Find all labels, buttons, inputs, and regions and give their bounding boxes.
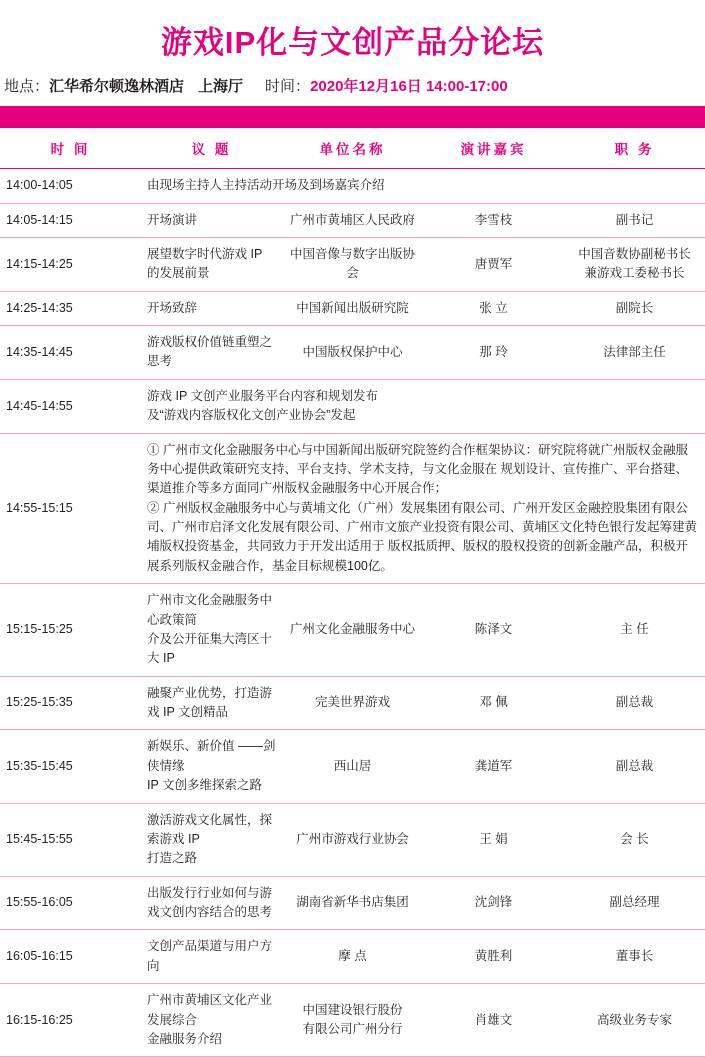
cell-topic: 展望数字时代游戏 IP 的发展前景	[141, 237, 282, 291]
cell-topic: 新娱乐、新价值 ——剑侠情缘 IP 文创多维探索之路	[141, 730, 282, 803]
cell-org: 广州文化金融服务中心	[282, 584, 423, 677]
table-row	[0, 803, 705, 876]
cell-speaker: 沈剑锋	[423, 876, 564, 930]
cell-speaker: 唐贾军	[423, 237, 564, 291]
cell-time: 15:25-15:35	[0, 676, 141, 730]
cell-time: 14:05-14:15	[0, 203, 141, 237]
cell-role: 副院长	[564, 291, 705, 325]
hall-name: 上海厅	[198, 78, 244, 96]
cell-role: 副总经理	[564, 876, 705, 930]
table-row	[0, 203, 705, 237]
table-row	[0, 169, 705, 203]
cell-topic: 开场演讲	[141, 203, 282, 237]
table-row	[0, 379, 705, 433]
cell-time: 15:35-15:45	[0, 730, 141, 803]
cell-speaker: 龚道军	[423, 730, 564, 803]
cell-time: 14:55-15:15	[0, 433, 141, 584]
cell-topic: 由现场主持人主持活动开场及到场嘉宾介绍	[141, 169, 705, 203]
cell-role: 主 任	[564, 584, 705, 677]
cell-org: 中国建设银行股份 有限公司广州分行	[282, 984, 423, 1057]
cell-speaker: 陈泽文	[423, 584, 564, 677]
cell-org: 湖南省新华书店集团	[282, 876, 423, 930]
cell-role: 会 长	[564, 803, 705, 876]
cell-speaker: 肖雄文	[423, 984, 564, 1057]
cell-topic: 游戏 IP 文创产业服务平台内容和规划发布 及“游戏内容版权化文创产业协会”发起	[141, 379, 705, 433]
cell-speaker: 李雪枝	[423, 203, 564, 237]
table-row	[0, 676, 705, 730]
column-header-org: 单位名称	[282, 128, 423, 169]
cell-time: 16:15-16:25	[0, 984, 141, 1057]
cell-topic: 文创产品渠道与用户方向	[141, 930, 282, 984]
agenda-table	[0, 128, 705, 1057]
table-row	[0, 876, 705, 930]
cell-time: 15:55-16:05	[0, 876, 141, 930]
cell-topic: ① 广州市文化金融服务中心与中国新闻出版研究院签约合作框架协议：研究院将就广州版权金融服务中心提供政策研究支持、平台支持、学术支持，与文化金服在 规划设计、宣传推广、平台搭建、渠道推介等多方面同广州版权金融服务中心开展合作； ② 广州版权金融服务中心与黄埔文化（广州）发展集团有限公司、广州开发区金融控股集团有限公司、广州市启泽文化发展有限公司、广州市文旅产业投资有限公司、黄埔区文化特色银行发起筹建黄埔版权投资基金，共同致力于开发出适用于 版权抵质押、版权的股权投资的创新金融产品，积极开展系列版权金融合作，基金目标规模100亿。	[141, 433, 705, 584]
cell-org: 摩 点	[282, 930, 423, 984]
table-row	[0, 326, 705, 380]
cell-role: 副总裁	[564, 730, 705, 803]
table-header-row	[0, 128, 705, 169]
column-header-speaker: 演讲嘉宾	[423, 128, 564, 169]
column-header-topic: 议 题	[141, 128, 282, 169]
cell-role: 副总裁	[564, 676, 705, 730]
cell-org: 西山居	[282, 730, 423, 803]
cell-topic: 广州市文化金融服务中心政策简 介及公开征集大湾区十大 IP	[141, 584, 282, 677]
cell-role: 副书记	[564, 203, 705, 237]
table-row	[0, 730, 705, 803]
cell-topic: 广州市黄埔区文化产业发展综合 金融服务介绍	[141, 984, 282, 1057]
cell-org: 中国新闻出版研究院	[282, 291, 423, 325]
cell-topic: 激活游戏文化属性，探索游戏 IP 打造之路	[141, 803, 282, 876]
cell-org: 广州市黄埔区人民政府	[282, 203, 423, 237]
column-header-role: 职 务	[564, 128, 705, 169]
cell-role: 法律部主任	[564, 326, 705, 380]
cell-time: 14:45-14:55	[0, 379, 141, 433]
cell-topic: 出版发行行业如何与游戏文创内容结合的思考	[141, 876, 282, 930]
column-header-time: 时 间	[0, 128, 141, 169]
table-row	[0, 984, 705, 1057]
cell-topic: 游戏版权价值链重塑之思考	[141, 326, 282, 380]
cell-time: 14:00-14:05	[0, 169, 141, 203]
cell-time: 14:35-14:45	[0, 326, 141, 380]
cell-org: 完美世界游戏	[282, 676, 423, 730]
table-row	[0, 930, 705, 984]
cell-org: 广州市游戏行业协会	[282, 803, 423, 876]
table-row	[0, 237, 705, 291]
cell-topic: 开场致辞	[141, 291, 282, 325]
cell-topic: 融聚产业优势，打造游戏 IP 文创精品	[141, 676, 282, 730]
cell-speaker: 邓 佩	[423, 676, 564, 730]
cell-time: 15:45-15:55	[0, 803, 141, 876]
event-meta	[0, 69, 705, 106]
agenda-table-body	[0, 169, 705, 1057]
venue-name: 汇华希尔顿逸林酒店	[49, 78, 185, 96]
cell-speaker: 黄胜利	[423, 930, 564, 984]
cell-time: 16:05-16:15	[0, 930, 141, 984]
cell-org: 中国版权保护中心	[282, 326, 423, 380]
cell-role: 中国音数协副秘书长 兼游戏工委秘书长	[564, 237, 705, 291]
cell-time: 14:15-14:25	[0, 237, 141, 291]
cell-speaker: 张 立	[423, 291, 564, 325]
table-row	[0, 584, 705, 677]
time-label: 时间：	[265, 78, 311, 96]
table-row	[0, 291, 705, 325]
cell-speaker: 那 玲	[423, 326, 564, 380]
cell-role: 董事长	[564, 930, 705, 984]
accent-divider	[0, 106, 705, 128]
table-row	[0, 433, 705, 584]
cell-org: 中国音像与数字出版协会	[282, 237, 423, 291]
cell-role: 高级业务专家	[564, 984, 705, 1057]
cell-speaker: 王 娟	[423, 803, 564, 876]
location-label: 地点：	[4, 78, 50, 96]
cell-time: 15:15-15:25	[0, 584, 141, 677]
cell-time: 14:25-14:35	[0, 291, 141, 325]
time-value: 2020年12月16日 14:00-17:00	[310, 78, 508, 96]
page-title: 游戏IP化与文创产品分论坛	[160, 25, 545, 60]
